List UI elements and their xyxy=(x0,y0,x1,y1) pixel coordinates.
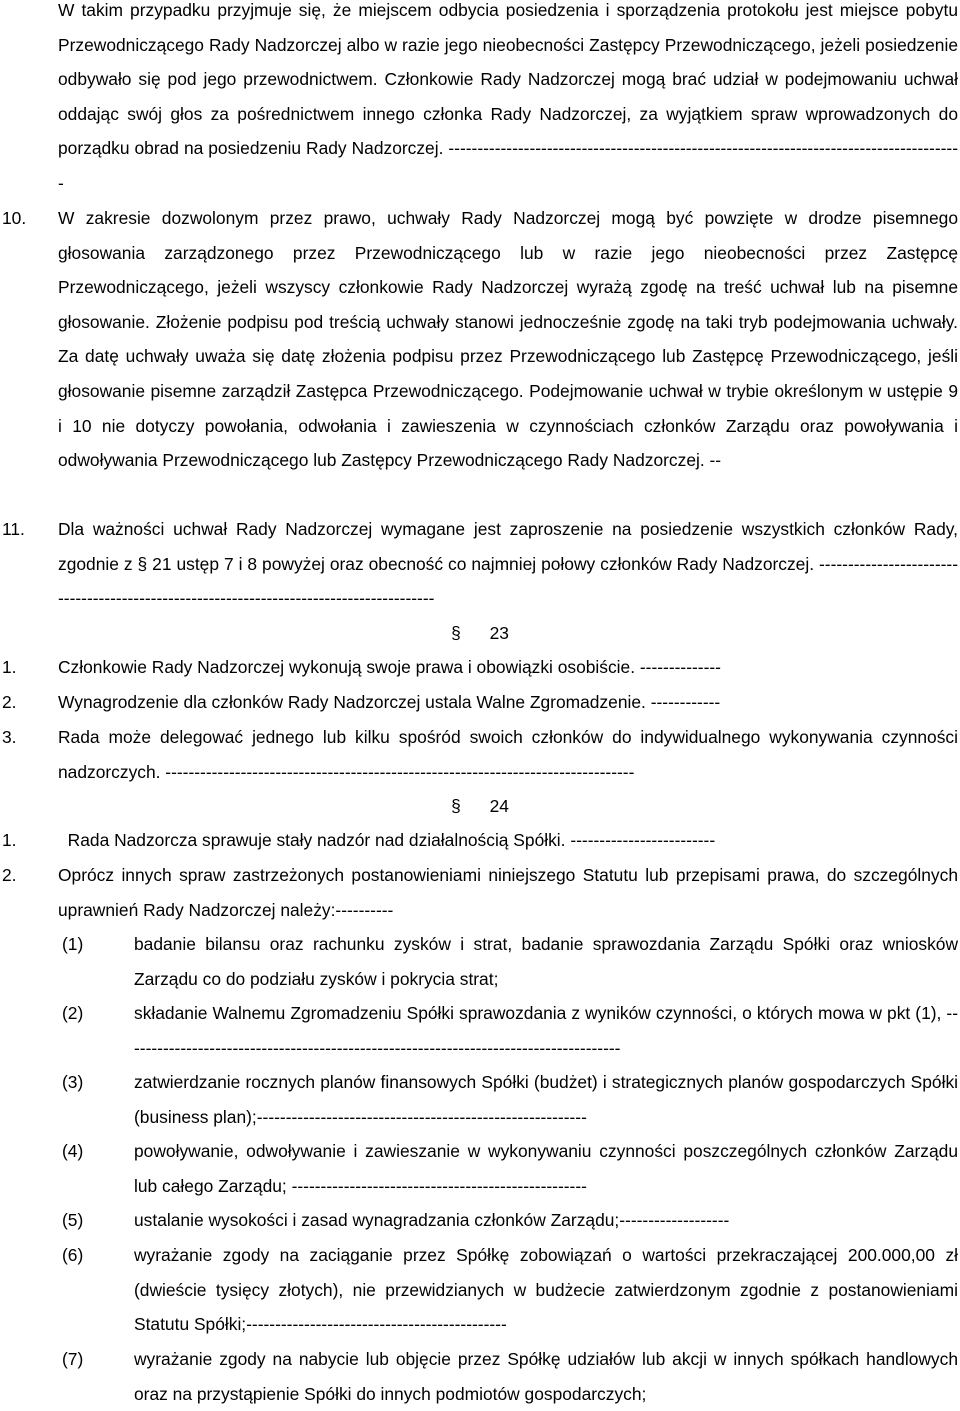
subpoint-text: ustalanie wysokości i zasad wynagradzania członków Zarządu;------------------- xyxy=(134,1210,730,1230)
section-symbol: § xyxy=(451,796,461,816)
section-heading-23 xyxy=(0,616,960,651)
paragraph-number: 1. xyxy=(2,657,17,677)
subpoint-number: (3) xyxy=(62,1072,84,1092)
paragraph-number: 2. xyxy=(2,865,17,885)
paragraph-number: 1. xyxy=(2,830,17,850)
section-symbol: § xyxy=(451,623,461,643)
subpoint-number: (1) xyxy=(62,934,84,954)
section-heading-24 xyxy=(0,789,960,824)
paragraph-text: Członkowie Rady Nadzorczej wykonują swoje prawa i obowiązki osobiście. -------------- xyxy=(58,657,721,677)
subpoint-text: wyrażanie zgody na nabycie lub objęcie przez Spółkę udziałów lub akcji w innych spółkach handlowych oraz na przystąpienie Spółki do innych podmiotów gospodarczych; xyxy=(134,1349,958,1404)
paragraph-number: 11. xyxy=(2,519,25,539)
section-number: 24 xyxy=(489,796,509,816)
paragraph-text: W zakresie dozwolonym przez prawo, uchwały Rady Nadzorczej mogą być powzięte w drodze pisemnego głosowania zarządzonego przez Przewodniczącego lub w razie jego nieobecności przez Zastępcę Przewodniczącego, jeżeli wszyscy członkowie Rady Nadzorczej wyrażą zgodę na treść uchwał lub na pisemne głosowanie. Złożenie podpisu pod treścią uchwały stanowi jednocześnie zgodę na taki tryb podejmowania uchwały. Za datę uchwały uważa się datę złożenia podpisu przez Przewodniczącego lub Zastępcę Przewodniczącego, jeśli głosowanie pisemne zarządził Zastępca Przewodniczącego. Podejmowanie uchwał w trybie określonym w ustępie 9 i 10 nie dotyczy powołania, odwołania i zawieszenia w czynnościach członków Zarządu oraz powoływania i odwoływania Przewodniczącego lub Zastępcy Przewodniczącego Rady Nadzorczej. -- xyxy=(58,208,958,471)
subpoint-text: powoływanie, odwoływanie i zawieszanie w wykonywaniu czynności poszczególnych członków Zarządu lub całego Zarządu; --------------------------------------------------- xyxy=(134,1141,958,1196)
subpoint-text: badanie bilansu oraz rachunku zysków i strat, badanie sprawozdania Zarządu Spółki oraz wniosków Zarządu co do podziału zysków i pokrycia strat; xyxy=(134,934,958,989)
paragraph-text: Dla ważności uchwał Rady Nadzorczej wymagane jest zaproszenie na posiedzenie wszystkich członków Rady, zgodnie z § 21 ustęp 7 i 8 powyżej oraz obecność co najmniej połowy członków Rady Nadzorczej. ----------------------------------------------------------------------------------------- xyxy=(58,519,958,609)
paragraph-number: 10. xyxy=(2,208,27,228)
paragraph-text: Rada Nadzorcza sprawuje stały nadzór nad działalnością Spółki. ------------------------- xyxy=(58,830,716,850)
subpoint-number: (2) xyxy=(62,1003,84,1023)
paragraph-text: Wynagrodzenie dla członków Rady Nadzorczej ustala Walne Zgromadzenie. ------------ xyxy=(58,692,721,712)
paragraph-text: Oprócz innych spraw zastrzeżonych postanowieniami niniejszego Statutu lub przepisami prawa, do szczególnych uprawnień Rady Nadzorczej należy:---------- xyxy=(58,865,958,920)
subpoint-number: (6) xyxy=(62,1245,84,1265)
subpoint-text: składanie Walnemu Zgromadzeniu Spółki sprawozdania z wyników czynności, o których mowa w pkt (1), -------------------------------------------------------------------------------------- xyxy=(134,1003,958,1058)
section-number: 23 xyxy=(489,623,509,643)
subpoint-text: wyrażanie zgody na zaciąganie przez Spółkę zobowiązań o wartości przekraczającej 200.000,00 zł (dwieście tysięcy złotych), nie przewidzianych w budżecie zatwierdzonym zgodnie z postanowieniami Statutu Spółki;--------------------------------------------- xyxy=(134,1245,958,1335)
subpoint-text: zatwierdzanie rocznych planów finansowych Spółki (budżet) i strategicznych planów gospodarczych Spółki (business plan);--------------------------------------------------------- xyxy=(134,1072,958,1127)
intro-paragraph: W takim przypadku przyjmuje się, że miejscem odbycia posiedzenia i sporządzenia protokołu jest miejsce pobytu Przewodniczącego Rady Nadzorczej albo w razie jego nieobecności Zastępcy Przewodniczącego, jeżeli posiedzenie odbywało się pod jego przewodnictwem. Członkowie Rady Nadzorczej mogą brać udział w podejmowaniu uchwał oddając swój głos za pośrednictwem innego członka Rady Nadzorczej, za wyjątkiem spraw wprowadzonych do porządku obrad na posiedzeniu Rady Nadzorczej. ----------------------------------------------------------------------------------------- xyxy=(58,0,958,193)
subpoint-number: (5) xyxy=(62,1210,84,1230)
subpoint-number: (4) xyxy=(62,1141,84,1161)
subpoint-number: (7) xyxy=(62,1349,84,1369)
paragraph-number: 2. xyxy=(2,692,17,712)
paragraph-number: 3. xyxy=(2,727,17,747)
paragraph-text: Rada może delegować jednego lub kilku spośród swoich członków do indywidualnego wykonywania czynności nadzorczych. --------------------------------------------------------------------------------- xyxy=(58,727,958,782)
